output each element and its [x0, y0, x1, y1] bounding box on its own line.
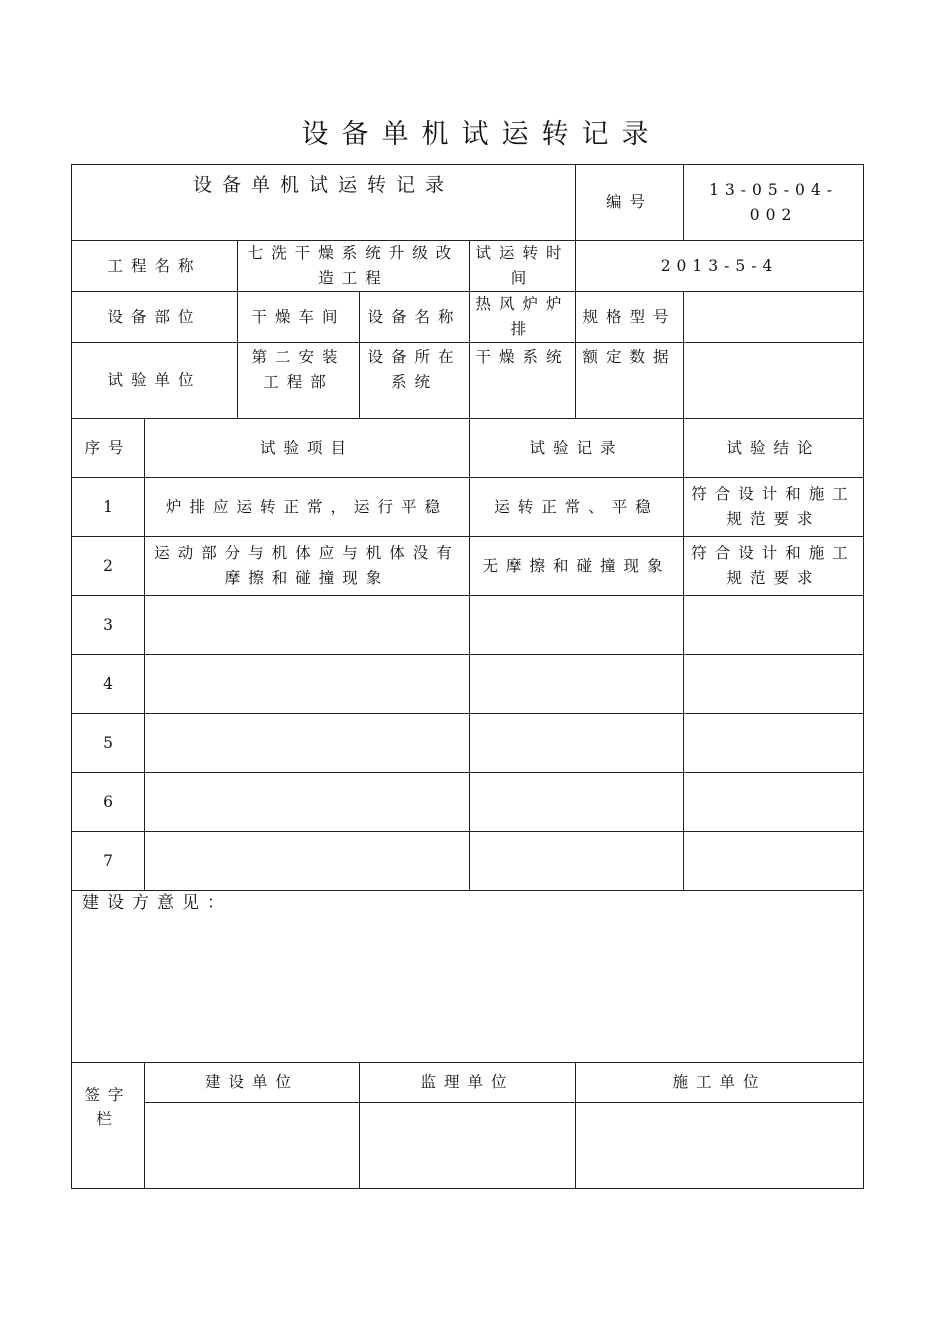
- number-label: 编号: [576, 165, 684, 241]
- equipment-row: [72, 292, 864, 343]
- project-name-value: 七洗干燥系统升级改造工程: [238, 241, 470, 292]
- rated-data-value: [684, 343, 864, 419]
- table-row: [72, 832, 864, 891]
- row-conclusion: [684, 832, 864, 891]
- row-conclusion: [684, 714, 864, 773]
- system-label: 设备所在系统: [360, 343, 470, 419]
- owner-unit-header: 建设单位: [145, 1063, 360, 1103]
- row-seq: 7: [72, 832, 145, 891]
- row-seq: 4: [72, 655, 145, 714]
- row-record: [470, 714, 684, 773]
- contractor-unit-header: 施工单位: [576, 1063, 864, 1103]
- signature-label: 签字栏: [72, 1063, 145, 1189]
- table-row: [72, 478, 864, 537]
- equipment-location-label: 设备部位: [72, 292, 238, 343]
- row-record: 无摩擦和碰撞现象: [470, 537, 684, 596]
- row-seq: 2: [72, 537, 145, 596]
- equipment-name-value: 热风炉炉排: [470, 292, 576, 343]
- table-row: [72, 596, 864, 655]
- row-item: 运动部分与机体应与机体没有摩擦和碰撞现象: [145, 537, 470, 596]
- row-conclusion: [684, 596, 864, 655]
- opinion-row: [72, 891, 864, 1063]
- row-seq: 1: [72, 478, 145, 537]
- spec-label: 规格型号: [576, 292, 684, 343]
- table-row: [72, 773, 864, 832]
- test-unit-row: [72, 343, 864, 419]
- table-row: [72, 714, 864, 773]
- row-item: 炉排应运转正常，运行平稳: [145, 478, 470, 537]
- row-record: [470, 596, 684, 655]
- page-title: 设备单机试运转记录: [301, 119, 662, 150]
- supervisor-unit-header: 监理单位: [360, 1063, 576, 1103]
- items-header-row: [72, 419, 864, 478]
- row-record: 运转正常、平稳: [470, 478, 684, 537]
- supervisor-signature-box: [360, 1103, 576, 1189]
- record-header: 试验记录: [470, 419, 684, 478]
- row-item: [145, 714, 470, 773]
- test-unit-label: 试验单位: [72, 343, 238, 419]
- row-conclusion: 符合设计和施工规范要求: [684, 478, 864, 537]
- row-item: [145, 655, 470, 714]
- row-seq: 3: [72, 596, 145, 655]
- row-record: [470, 655, 684, 714]
- table-row: [72, 537, 864, 596]
- row-seq: 6: [72, 773, 145, 832]
- signature-header-row: [72, 1063, 864, 1103]
- header-row: [72, 165, 864, 241]
- test-unit-value: 第二安装工程部: [238, 343, 360, 419]
- number-value: 13-05-04-002: [684, 165, 864, 241]
- seq-header: 序号: [72, 419, 145, 478]
- row-conclusion: [684, 773, 864, 832]
- row-item: [145, 596, 470, 655]
- conclusion-header: 试验结论: [684, 419, 864, 478]
- row-record: [470, 832, 684, 891]
- spec-value: [684, 292, 864, 343]
- trial-run-record-table: [71, 164, 864, 1189]
- rated-data-label: 额定数据: [576, 343, 684, 419]
- equipment-name-label: 设备名称: [360, 292, 470, 343]
- item-header: 试验项目: [145, 419, 470, 478]
- system-value: 干燥系统: [470, 343, 576, 419]
- equipment-location-value: 干燥车间: [238, 292, 360, 343]
- trial-time-label: 试运转时间: [470, 241, 576, 292]
- row-conclusion: 符合设计和施工规范要求: [684, 537, 864, 596]
- project-row: [72, 241, 864, 292]
- form-title: 设备单机试运转记录: [72, 165, 576, 241]
- owner-opinion-label: 建设方意见：: [72, 891, 864, 1063]
- row-item: [145, 832, 470, 891]
- trial-time-value: 2013-5-4: [576, 241, 864, 292]
- row-record: [470, 773, 684, 832]
- project-name-label: 工程名称: [72, 241, 238, 292]
- table-row: [72, 655, 864, 714]
- row-conclusion: [684, 655, 864, 714]
- row-item: [145, 773, 470, 832]
- owner-signature-box: [145, 1103, 360, 1189]
- contractor-signature-box: [576, 1103, 864, 1189]
- row-seq: 5: [72, 714, 145, 773]
- signature-row: [72, 1103, 864, 1189]
